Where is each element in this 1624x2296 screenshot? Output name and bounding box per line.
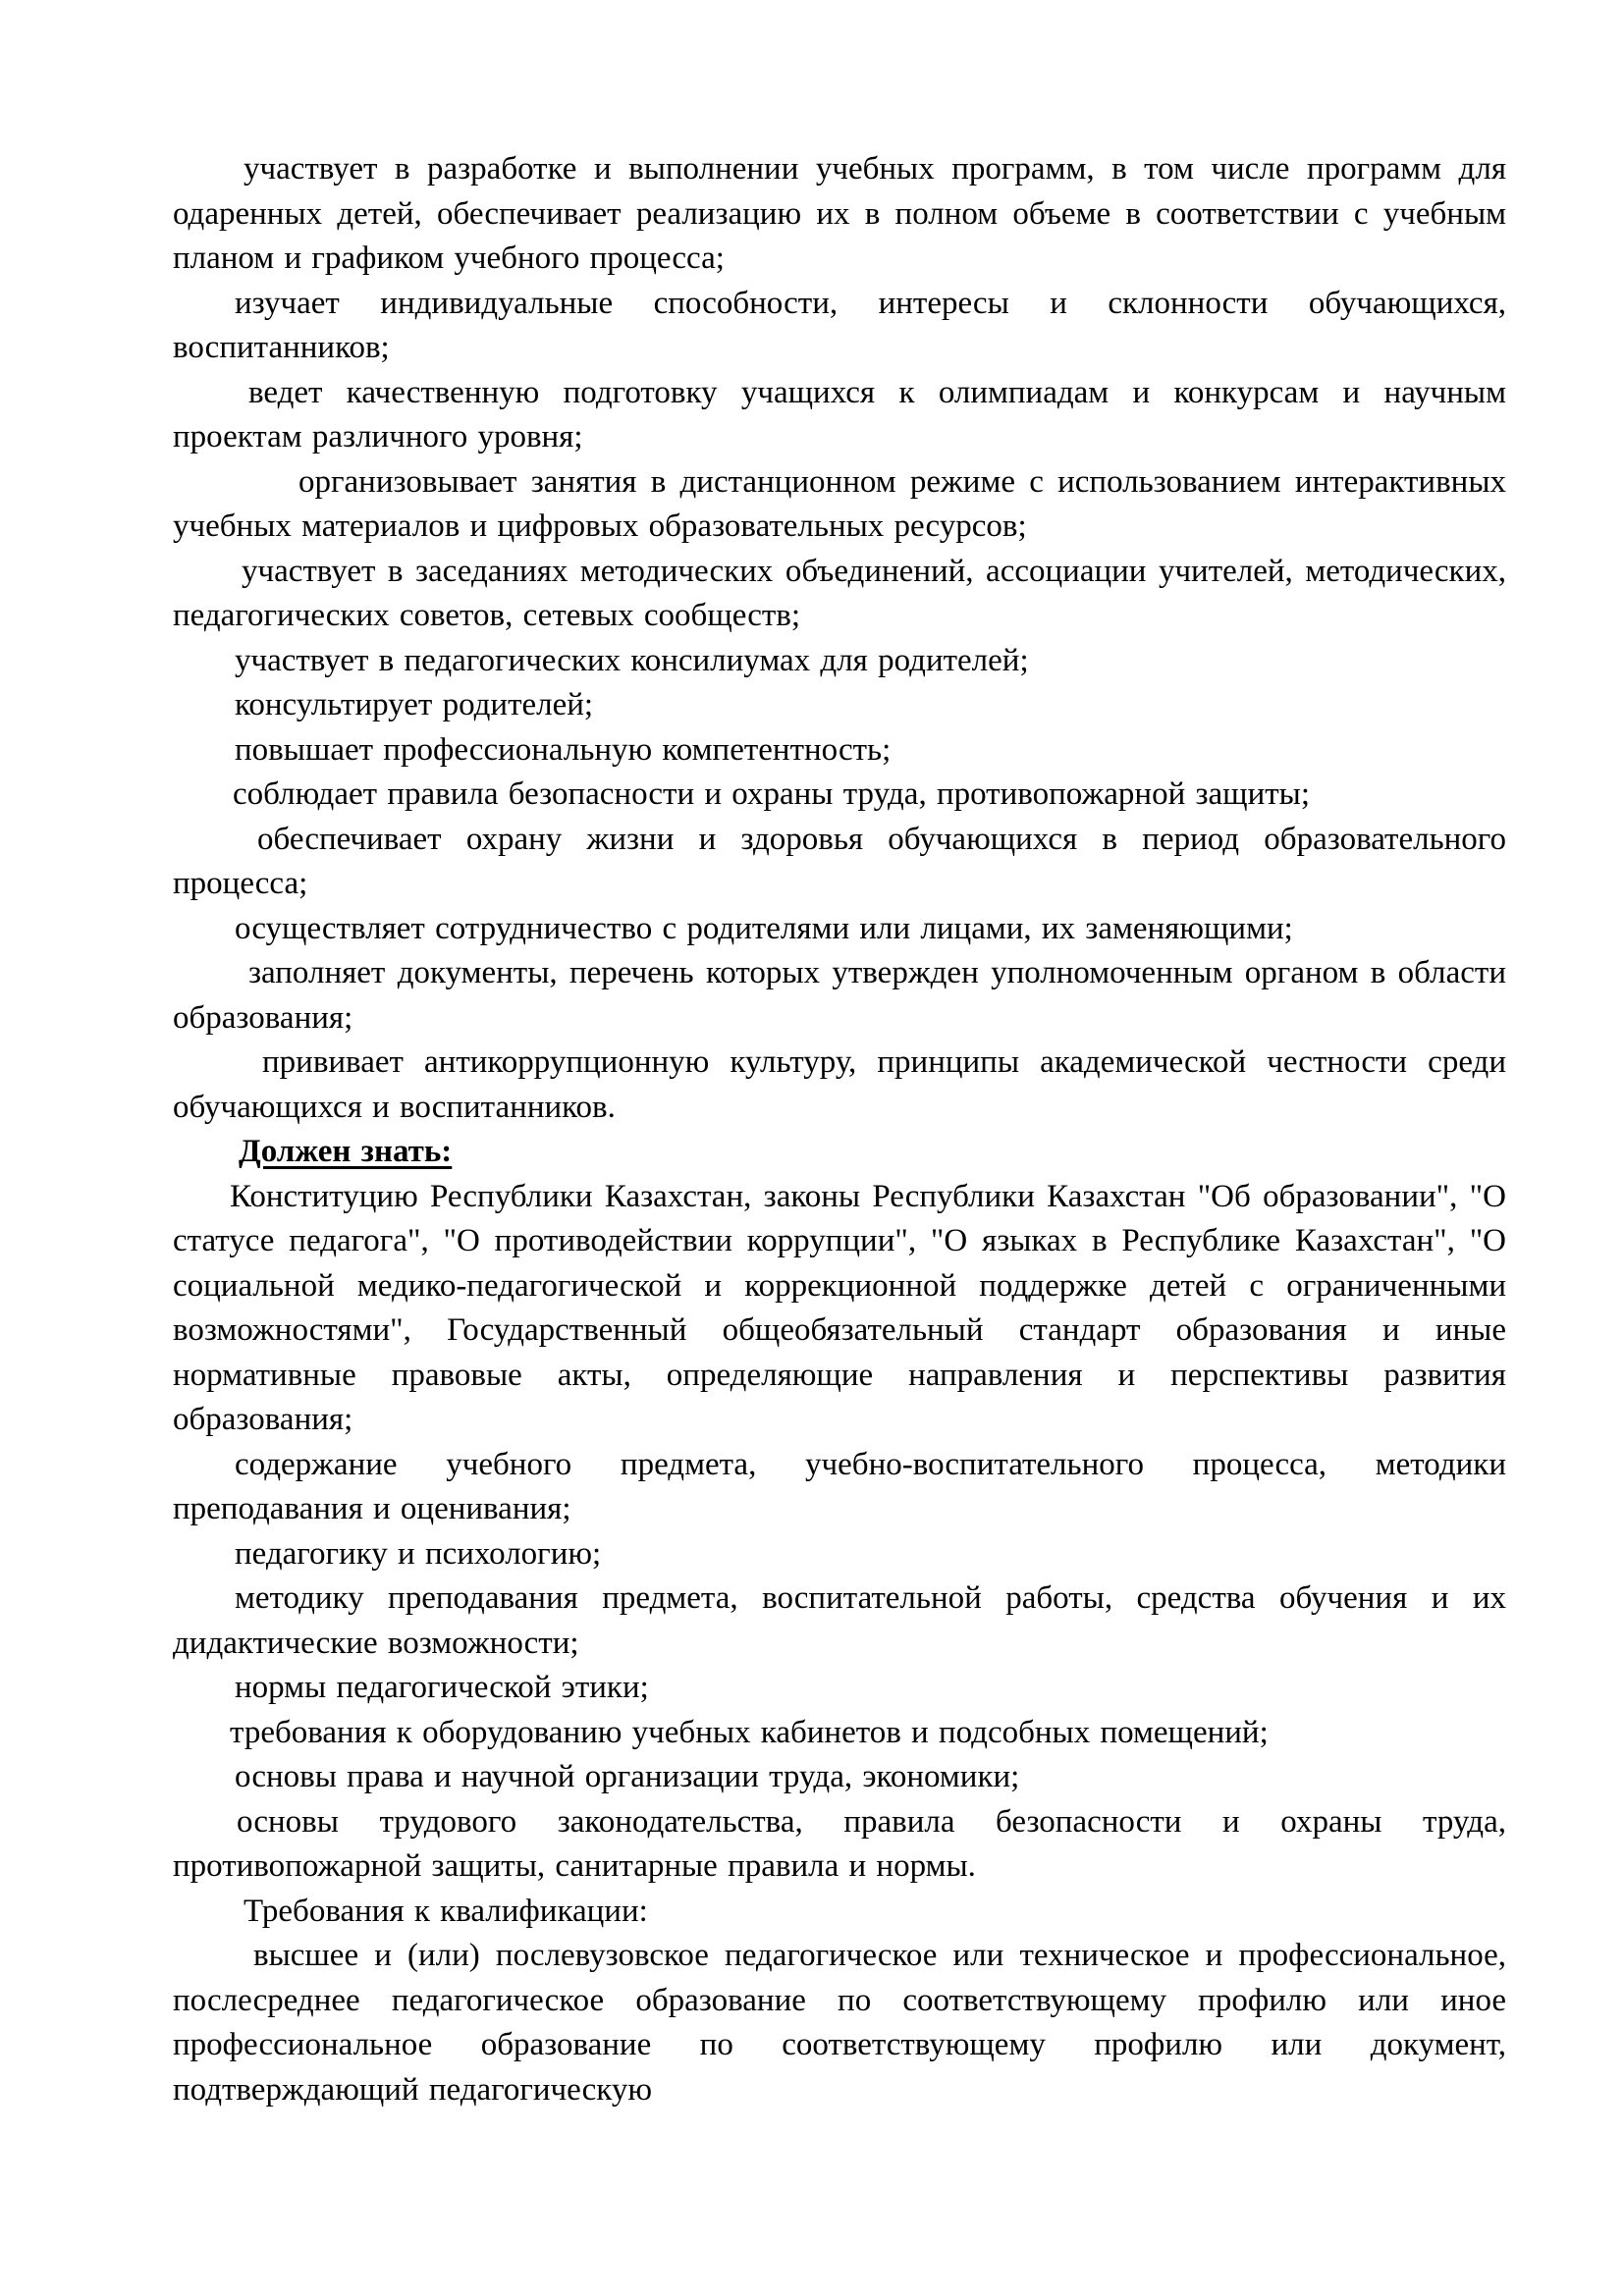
- document-paragraph: консультирует родителей;: [235, 687, 594, 722]
- document-paragraph: высшее и (или) послевузовское педагогическое или техническое и профессиональное, послесреднее педагогическое образование по соответствующему профилю или иное профессиональное образование по соответствующему профилю или документ, подтверждающий педагогическую: [173, 1938, 1506, 2108]
- document-paragraph: повышает профессиональную компетентность;: [235, 731, 892, 768]
- document-paragraph: участвует в педагогических консилиумах для родителей;: [235, 642, 1029, 678]
- document-paragraph: основы трудового законодательства, правила безопасности и охраны труда, противопожарной защиты, санитарные правила и нормы.: [173, 1803, 1506, 1884]
- document-paragraph: обеспечивает охрану жизни и здоровья обучающихся в период образовательного процесса;: [173, 821, 1506, 901]
- document-paragraph: прививает антикоррупционную культуру, принципы академической честности среди обучающихся и воспитанников.: [173, 1044, 1506, 1125]
- document-paragraph: ведет качественную подготовку учащихся к олимпиадам и конкурсам и научным проектам различного уровня;: [173, 374, 1506, 454]
- document-paragraph: соблюдает правила безопасности и охраны труда, противопожарной защиты;: [233, 776, 1310, 812]
- must-know-heading-text: Должен знать:: [239, 1134, 453, 1169]
- document-paragraph: основы права и научной организации труда, экономики;: [235, 1759, 1020, 1794]
- document-body: [173, 147, 1506, 2112]
- document-paragraph: осуществляет сотрудничество с родителями или лицами, их заменяющими;: [235, 910, 1293, 946]
- document-paragraph: участвует в заседаниях методических объединений, ассоциации учителей, методических, педагогических советов, сетевых сообществ;: [173, 553, 1506, 633]
- document-paragraph: организовывает занятия в дистанционном режиме с использованием интерактивных учебных материалов и цифровых образовательных ресурсов;: [173, 463, 1506, 544]
- document-paragraph: педагогику и психологию;: [235, 1535, 602, 1572]
- document-paragraph: участвует в разработке и выполнении учебных программ, в том числе программ для одаренных детей, обеспечивает реализацию их в полном объеме в соответствии с учебным планом и графиком учебного процесса;: [173, 151, 1506, 276]
- document-paragraph: Конституцию Республики Казахстан, законы Республики Казахстан "Об образовании", "О статусе педагога", "О противодействии коррупции", "О языках в Республике Казахстан", "О социальной медико-педагогической и коррекционной поддержке детей с ограниченными возможностями", Государственный общеобязательный стандарт образования и иные нормативные правовые акты, определяющие направления и перспективы развития образования;: [173, 1178, 1506, 1437]
- qualification-requirements-heading: Требования к квалификации:: [244, 1893, 648, 1929]
- document-paragraph: заполняет документы, перечень которых утвержден уполномоченным органом в области образования;: [173, 955, 1506, 1036]
- document-paragraph: методику преподавания предмета, воспитательной работы, средства обучения и их дидактические возможности;: [173, 1580, 1506, 1661]
- document-paragraph: изучает индивидуальные способности, интересы и склонности обучающихся, воспитанников;: [173, 285, 1506, 365]
- document-paragraph: нормы педагогической этики;: [235, 1670, 649, 1705]
- must-know-heading: [173, 1130, 1506, 1175]
- document-paragraph: требования к оборудованию учебных кабинетов и подсобных помещений;: [230, 1714, 1269, 1750]
- document-paragraph: содержание учебного предмета, учебно-воспитательного процесса, методики преподавания и оценивания;: [173, 1446, 1506, 1526]
